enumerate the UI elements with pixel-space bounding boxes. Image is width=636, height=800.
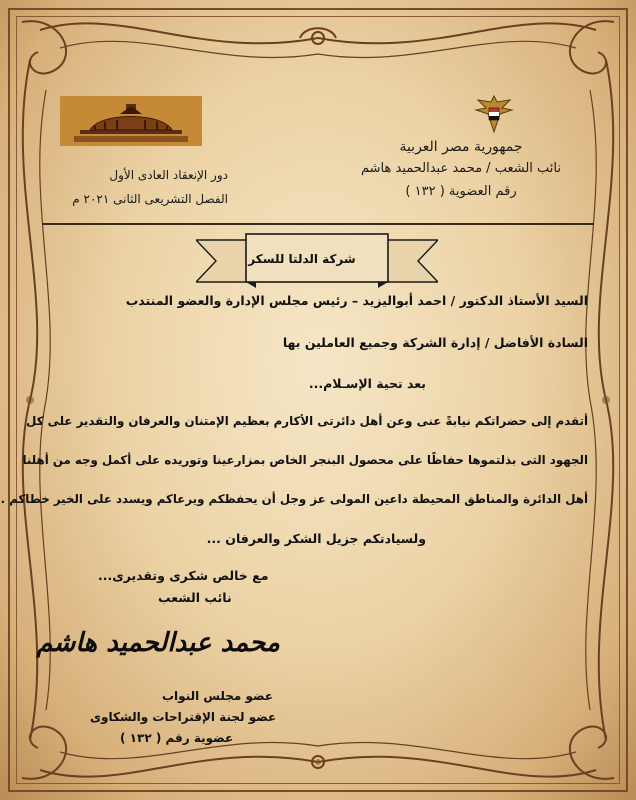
role-line-1: عضو مجلس النواب <box>162 689 274 703</box>
role-line-2: عضو لجنة الإقتراحات والشكاوى <box>90 710 277 724</box>
session-label: دور الإنعقاد العادى الأول <box>109 168 228 182</box>
term-label: الفصل التشريعى الثانى ٢٠٢١ م <box>72 192 228 206</box>
closing-title: نائب الشعب <box>158 590 232 605</box>
paragraph-line-1: أتقدم إلى حضراتكم نيابةً عنى وعن أهل دائرتى الأكارم بعظيم الإمتنان والعرفان والتقدير على كل <box>26 414 588 428</box>
paragraph-line-2: الجهود التى بذلتموها حفاظًا على محصول البنجر الخاص بمزارعينا وتوريده على أكمل وجه من أهلنا <box>22 453 588 467</box>
membership-number: رقم العضوية ( ١٣٢ ) <box>405 184 517 199</box>
role-line-3: عضوية رقم ( ١٣٢ ) <box>120 731 234 745</box>
company-title: شركة الدلتا للسكر <box>248 252 356 266</box>
country-name: جمهورية مصر العربية <box>399 139 523 155</box>
recipient-line-2: السادة الأفاضل / إدارة الشركة وجميع العاملين بها <box>282 335 588 350</box>
header-right <box>351 95 571 199</box>
greeting: بعد تحية الإسـلام... <box>308 376 426 391</box>
paragraph-line-3: أهل الدائرة والمناطق المحيطة داعين المولى عز وجل أن يحفظكم ويرعاكم ويسدد على الخير خطاكم . <box>0 492 588 506</box>
header-divider <box>42 223 594 225</box>
thanks-line: ولسيادتكم جزيل الشكر والعرفان ... <box>206 531 426 546</box>
parliament-logo-icon <box>60 96 202 146</box>
closing-regards: مع خالص شكرى وتقديرى... <box>98 568 269 583</box>
deputy-name: نائب الشعب / محمد عبدالحميد هاشم <box>361 161 561 176</box>
recipient-line-1: السيد الأستاذ الدكتور / احمد أبواليزيد – رئيس مجلس الإدارة والعضو المنتدب <box>125 293 588 308</box>
header-left <box>58 168 228 206</box>
signature: محمد عبدالحميد هاشم <box>36 628 280 658</box>
